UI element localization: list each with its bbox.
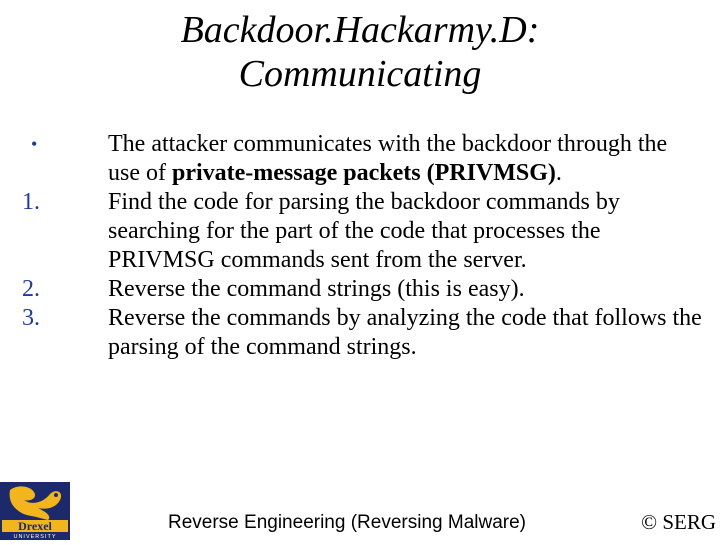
logo-text: Drexel: [18, 519, 52, 533]
slide-footer: [0, 508, 720, 540]
slide-title-line-1: Backdoor.Hackarmy.D:: [180, 9, 540, 51]
footer-course-title: Reverse Engineering (Reversing Malware): [168, 512, 526, 533]
step-number: 2.: [22, 276, 40, 302]
step-item-1: [22, 188, 702, 275]
bullet-text-before: The attacker communicates with the backdoor through the use of: [108, 131, 668, 186]
logo-subtext: UNIVERSITY: [13, 534, 57, 540]
step-text: Find the code for parsing the backdoor commands by searching for the part of the code that processes the PRIVMSG commands sent from the server.: [108, 189, 620, 273]
step-number: 1.: [22, 189, 40, 215]
bullet-text-bold: private-message packets (PRIVMSG): [171, 160, 556, 186]
bullet-item: [22, 130, 702, 188]
bullet-marker: •: [31, 134, 38, 154]
bullet-text: [108, 130, 702, 188]
step-number: 3.: [22, 305, 40, 331]
step-text: Reverse the commands by analyzing the code that follows the parsing of the command strings.: [108, 305, 702, 360]
bullet-text-after: .: [555, 160, 562, 186]
slide-body: [22, 130, 702, 362]
slide-title: [60, 8, 660, 96]
footer-copyright: © SERG: [641, 510, 716, 534]
step-item-3: [22, 304, 702, 362]
step-text: Reverse the command strings (this is easy).: [108, 276, 525, 302]
slide-title-line-2: Communicating: [238, 53, 482, 95]
step-item-2: [22, 275, 702, 304]
